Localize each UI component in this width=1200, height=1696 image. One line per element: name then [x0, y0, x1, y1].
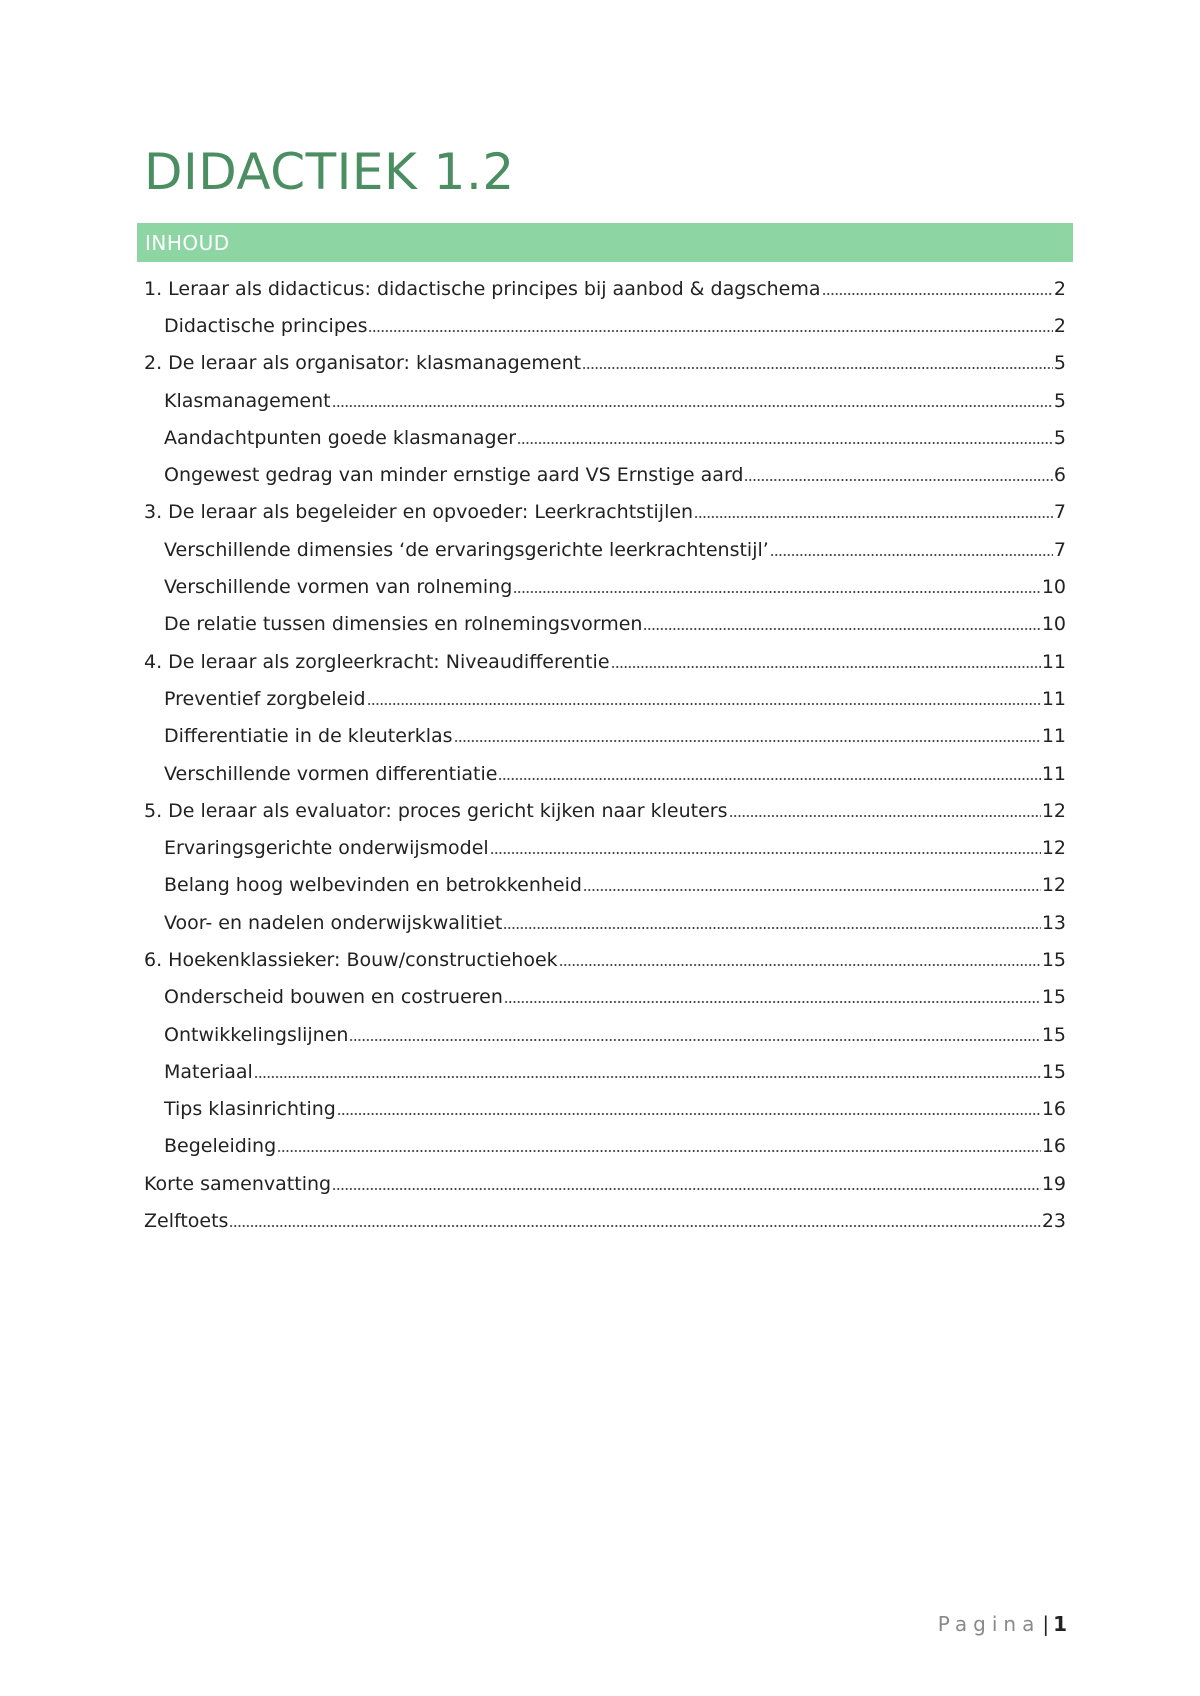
toc-entry-label: Zelftoets [144, 1210, 229, 1233]
toc-heading: INHOUD [145, 231, 230, 255]
toc-entry[interactable] [144, 307, 1066, 344]
toc-entry-label: 2. De leraar als organisator: klasmanagement [144, 352, 582, 375]
toc-entry[interactable] [144, 1128, 1066, 1165]
toc-entry[interactable] [144, 680, 1066, 717]
toc-entry[interactable] [144, 755, 1066, 792]
toc-entry-page-number: 5 [1053, 352, 1066, 375]
toc-dot-leader [694, 515, 1053, 519]
toc-entry-page-number: 16 [1041, 1135, 1066, 1158]
toc-dot-leader [498, 777, 1040, 781]
toc-dot-leader [504, 1000, 1041, 1004]
toc-entry-label: 6. Hoekenklassieker: Bouw/constructiehoek [144, 948, 558, 971]
toc-entry-label: Verschillende dimensies ‘de ervaringsgerichte leerkrachtenstijl’ [164, 538, 769, 561]
toc-entry-label: Ontwikkelingslijnen [164, 1023, 349, 1046]
toc-dot-leader [729, 814, 1041, 818]
toc-dot-leader [611, 665, 1041, 669]
toc-entry-page-number: 23 [1041, 1210, 1066, 1233]
toc-entry-page-number: 11 [1041, 725, 1066, 748]
toc-entry[interactable] [144, 568, 1066, 605]
toc-entry-page-number: 5 [1053, 426, 1066, 449]
toc-entry-page-number: 12 [1041, 837, 1066, 860]
toc-entry[interactable] [144, 494, 1066, 531]
toc-entry[interactable] [144, 270, 1066, 307]
toc-entry[interactable] [144, 1016, 1066, 1053]
toc-dot-leader [368, 329, 1052, 333]
toc-entry-page-number: 11 [1041, 762, 1066, 785]
toc-dot-leader [332, 404, 1053, 408]
toc-entry-label: De relatie tussen dimensies en rolnemingsvormen [164, 613, 643, 636]
toc-entry-label: Klasmanagement [164, 389, 331, 412]
toc-dot-leader [744, 478, 1052, 482]
toc-dot-leader [583, 888, 1041, 892]
toc-entry-page-number: 10 [1041, 576, 1066, 599]
toc-dot-leader [349, 1038, 1040, 1042]
toc-entry[interactable] [144, 606, 1066, 643]
toc-entry-label: Materiaal [164, 1060, 253, 1083]
toc-entry-page-number: 2 [1053, 277, 1066, 300]
toc-entry-page-number: 19 [1041, 1172, 1066, 1195]
toc-entry[interactable] [144, 643, 1066, 680]
toc-dot-leader [582, 366, 1053, 370]
toc-entry-page-number: 5 [1053, 389, 1066, 412]
toc-entry-label: Onderscheid bouwen en costrueren [164, 986, 503, 1009]
toc-entry-page-number: 7 [1053, 501, 1066, 524]
toc-entry-page-number: 12 [1041, 799, 1066, 822]
toc-entry[interactable] [144, 456, 1066, 493]
toc-dot-leader [454, 739, 1041, 743]
toc-entry-label: Tips klasinrichting [164, 1098, 336, 1121]
toc-dot-leader [254, 1075, 1041, 1079]
toc-dot-leader [770, 553, 1053, 557]
toc-entry-label: Belang hoog welbevinden en betrokkenheid [164, 874, 582, 897]
toc-dot-leader [822, 292, 1053, 296]
toc-dot-leader [337, 1112, 1041, 1116]
toc-entry[interactable] [144, 1165, 1066, 1202]
page-footer [938, 1612, 1067, 1636]
toc-entry-label: Verschillende vormen van rolneming [164, 576, 513, 599]
toc-entry[interactable] [144, 718, 1066, 755]
toc-entry[interactable] [144, 979, 1066, 1016]
toc-entry-label: Aandachtpunten goede klasmanager [164, 426, 517, 449]
toc-entry[interactable] [144, 829, 1066, 866]
toc-entry-label: Didactische principes [164, 314, 368, 337]
toc-entry-page-number: 11 [1041, 650, 1066, 673]
toc-dot-leader [643, 627, 1040, 631]
toc-dot-leader [490, 851, 1041, 855]
toc-entry[interactable] [144, 941, 1066, 978]
toc-entry-label: 5. De leraar als evaluator: proces gericht kijken naar kleuters [144, 799, 728, 822]
toc-entry[interactable] [144, 345, 1066, 382]
toc-entry-page-number: 13 [1041, 911, 1066, 934]
toc-entry[interactable] [144, 1053, 1066, 1090]
toc-entry[interactable] [144, 867, 1066, 904]
footer-page-number: 1 [1053, 1612, 1067, 1636]
toc-entry[interactable] [144, 531, 1066, 568]
toc-dot-leader [229, 1224, 1040, 1228]
toc-entry[interactable] [144, 904, 1066, 941]
toc-entry-page-number: 15 [1041, 1023, 1066, 1046]
toc-entry[interactable] [144, 792, 1066, 829]
toc-entry-label: 4. De leraar als zorgleerkracht: Niveaudifferentie [144, 650, 610, 673]
footer-separator: | [1042, 1612, 1050, 1636]
toc-entry-page-number: 10 [1041, 613, 1066, 636]
toc-entry-label: Begeleiding [164, 1135, 277, 1158]
toc-entry[interactable] [144, 1091, 1066, 1128]
toc-entry-label: Verschillende vormen differentiatie [164, 762, 498, 785]
toc-dot-leader [503, 926, 1040, 930]
toc-dot-leader [513, 590, 1041, 594]
toc-dot-leader [277, 1149, 1041, 1153]
toc-entry-page-number: 2 [1053, 314, 1066, 337]
toc-entry-label: Korte samenvatting [144, 1172, 332, 1195]
toc-entry-label: Preventief zorgbeleid [164, 687, 366, 710]
toc-entry-page-number: 6 [1053, 464, 1066, 487]
toc-dot-leader [332, 1187, 1041, 1191]
toc-entry-label: 3. De leraar als begeleider en opvoeder: Leerkrachtstijlen [144, 501, 694, 524]
toc-entry-page-number: 7 [1053, 538, 1066, 561]
toc-entry-page-number: 12 [1041, 874, 1066, 897]
toc-entry-page-number: 15 [1041, 986, 1066, 1009]
toc-dot-leader [559, 963, 1041, 967]
footer-page-word: Pagina [937, 1612, 1041, 1636]
toc-entry-page-number: 15 [1041, 1060, 1066, 1083]
toc-entry-page-number: 11 [1041, 687, 1066, 710]
toc-entry-label: Ongewest gedrag van minder ernstige aard VS Ernstige aard [164, 464, 744, 487]
document-title: DIDACTIEK 1.2 [144, 143, 515, 201]
table-of-contents [144, 270, 1066, 1240]
toc-entry[interactable] [144, 382, 1066, 419]
toc-entry-page-number: 15 [1041, 948, 1066, 971]
toc-entry-label: Voor- en nadelen onderwijskwalitiet [164, 911, 503, 934]
toc-entry-page-number: 16 [1041, 1098, 1066, 1121]
toc-entry-label: 1. Leraar als didacticus: didactische principes bij aanbod & dagschema [144, 277, 821, 300]
toc-entry[interactable] [144, 1202, 1066, 1239]
toc-entry-label: Differentiatie in de kleuterklas [164, 725, 453, 748]
toc-dot-leader [517, 441, 1053, 445]
toc-dot-leader [367, 702, 1041, 706]
toc-heading-band [137, 223, 1073, 262]
toc-entry-label: Ervaringsgerichte onderwijsmodel [164, 837, 489, 860]
toc-entry[interactable] [144, 419, 1066, 456]
